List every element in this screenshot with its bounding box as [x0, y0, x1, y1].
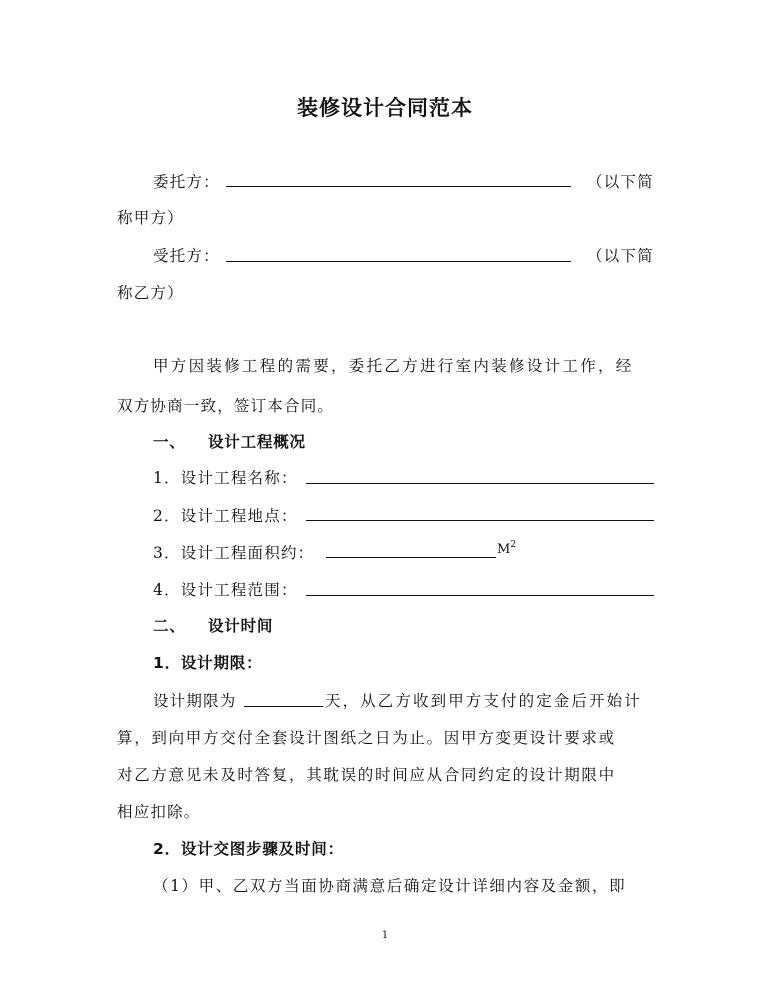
client-alias: 称甲方）: [117, 209, 184, 227]
subsection-period: 1．设计期限：: [153, 654, 263, 672]
period-line-2: 算，到向甲方交付全套设计图纸之日为止。因甲方变更设计要求或: [117, 729, 616, 747]
period-line-3: 对乙方意见未及时答复，其耽误的时间应从合同约定的设计期限中: [117, 766, 616, 784]
project-scope-blank-line[interactable]: [306, 595, 654, 596]
contractor-label: 受托方：: [153, 247, 220, 265]
client-blank-line[interactable]: [226, 186, 571, 187]
page-number: 1: [381, 930, 389, 941]
item-project-area: 3．设计工程面积约：: [153, 544, 315, 562]
item-project-location: 2．设计工程地点：: [153, 507, 298, 525]
period-days-blank-line[interactable]: [244, 706, 323, 707]
document-title: 装修设计合同范本: [297, 96, 473, 120]
section-1-title: 设计工程概况: [208, 433, 306, 451]
section-1-number: 一、: [153, 433, 186, 451]
intro-line-2: 双方协商一致，签订本合同。: [117, 397, 335, 415]
project-name-blank-line[interactable]: [306, 483, 654, 484]
section-2-number: 二、: [153, 617, 186, 635]
client-label: 委托方：: [153, 173, 220, 191]
project-area-blank-line[interactable]: [326, 557, 496, 558]
period-text-b: 天，从乙方收到甲方支付的定金后开始计: [325, 692, 642, 710]
area-unit: $M^2$: [497, 540, 517, 557]
delivery-step-1: （1）甲、乙双方当面协商满意后确定设计详细内容及金额，即: [153, 877, 627, 895]
item-project-name: 1．设计工程名称：: [153, 469, 298, 487]
section-2-title: 设计时间: [208, 617, 274, 635]
period-text-a: 设计期限为: [153, 692, 237, 710]
contractor-suffix: （以下简: [587, 247, 654, 265]
contractor-alias: 称乙方）: [117, 284, 184, 302]
item-project-scope: 4．设计工程范围：: [153, 581, 298, 599]
contractor-blank-line[interactable]: [226, 261, 571, 262]
client-suffix: （以下简: [587, 173, 654, 191]
intro-line-1: 甲方因装修工程的需要，委托乙方进行室内装修设计工作，经: [153, 357, 634, 375]
period-line-4: 相应扣除。: [117, 803, 201, 821]
subsection-delivery: 2．设计交图步骤及时间：: [153, 840, 344, 858]
project-location-blank-line[interactable]: [306, 520, 654, 521]
